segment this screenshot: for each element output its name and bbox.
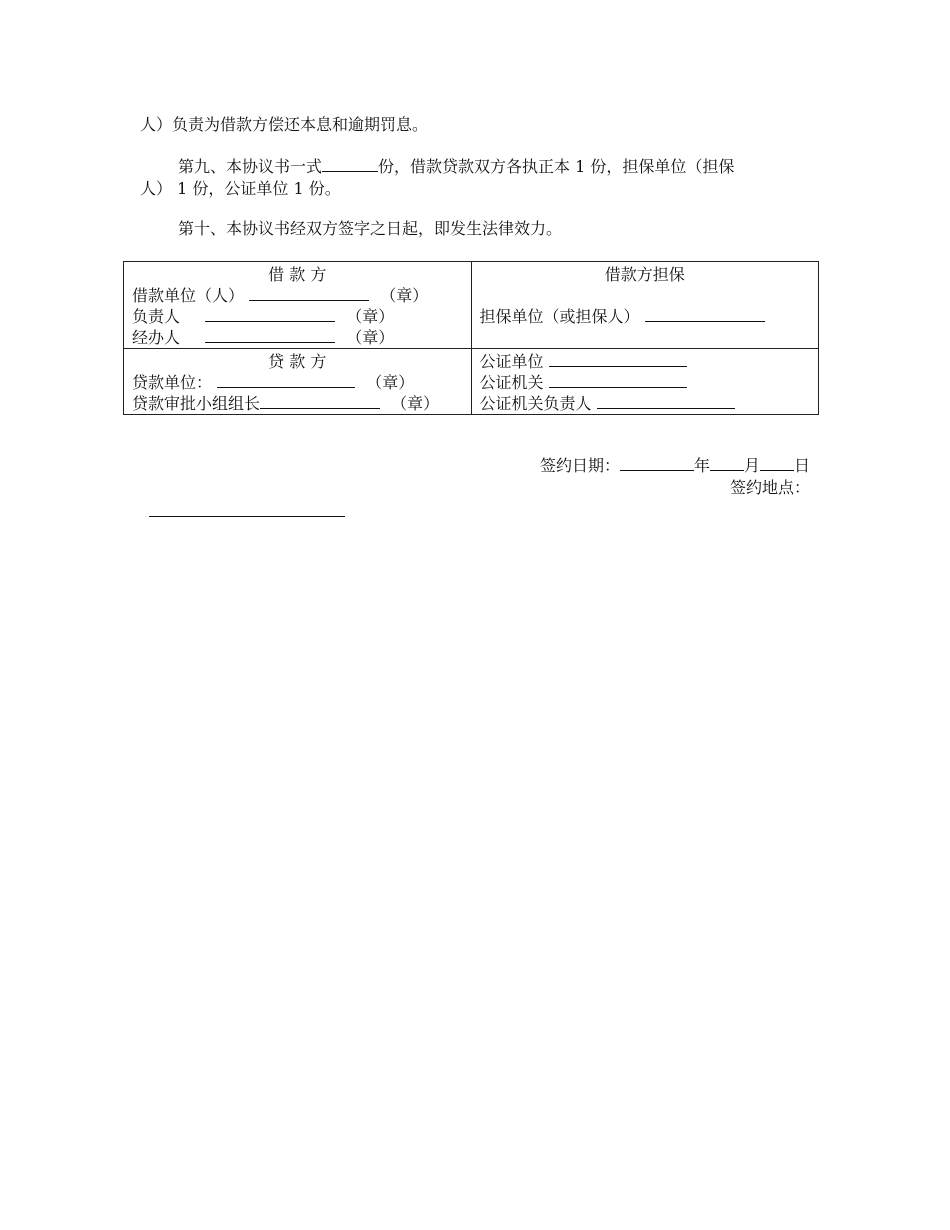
signing-place-line	[540, 477, 810, 499]
borrower-unit-blank[interactable]	[249, 285, 369, 301]
para2-text-c: 人） 1 份，公证单位 1 份。	[140, 179, 341, 198]
para1-text: 人）负责为借款方偿还本息和逾期罚息。	[140, 115, 429, 134]
lender-unit-line	[132, 372, 463, 393]
day-blank[interactable]	[760, 455, 794, 471]
notary-head-line	[480, 393, 811, 414]
signing-date-line	[540, 455, 810, 477]
month-label: 月	[743, 456, 760, 475]
lender-header: 贷 款 方	[268, 352, 327, 371]
signing-place-blank[interactable]	[149, 516, 345, 517]
signing-date-label: 签约日期：	[539, 456, 620, 475]
notary-office-label: 公证机关	[479, 373, 544, 392]
borrower-head-blank[interactable]	[205, 306, 335, 322]
borrower-agent-blank[interactable]	[205, 327, 335, 343]
lender-unit-blank[interactable]	[217, 372, 355, 388]
notary-unit-line	[480, 351, 811, 372]
lender-approval-label: 贷款审批小组组长	[132, 394, 261, 413]
lender-unit-seal: （章）	[366, 373, 415, 392]
year-label: 年	[693, 456, 710, 475]
copies-blank[interactable]	[322, 156, 378, 172]
month-blank[interactable]	[710, 455, 744, 471]
table-row-borrower	[124, 262, 819, 349]
lender-approval-seal: （章）	[391, 394, 440, 413]
guarantor-cell	[471, 262, 819, 349]
paragraph-guarantee-end	[140, 114, 812, 136]
notary-office-blank[interactable]	[549, 372, 687, 388]
notary-unit-blank[interactable]	[549, 351, 687, 367]
borrower-cell	[124, 262, 472, 349]
signing-place-label: 签约地点：	[729, 478, 810, 497]
table-row-lender	[124, 349, 819, 415]
notary-office-line	[480, 372, 811, 393]
para2-text-a: 第九、本协议书一式	[178, 157, 323, 176]
borrower-unit-seal: （章）	[380, 286, 429, 305]
guarantor-unit-label: 担保单位（或担保人）	[479, 307, 640, 326]
paragraph-article-9	[140, 156, 812, 200]
lender-cell	[124, 349, 472, 415]
para2-text-b: 份，借款贷款双方各执正本 1 份，担保单位（担保	[378, 157, 735, 176]
lender-approval-line	[132, 393, 463, 414]
paragraph-article-10	[140, 218, 812, 240]
signature-table	[123, 261, 819, 415]
day-label: 日	[793, 456, 810, 475]
notary-head-label: 公证机关负责人	[479, 394, 592, 413]
borrower-head-seal: （章）	[346, 307, 395, 326]
borrower-unit-label: 借款单位（人）	[132, 286, 245, 305]
guarantor-unit-blank[interactable]	[645, 306, 765, 322]
signing-info	[540, 455, 810, 499]
borrower-header: 借 款 方	[268, 265, 327, 284]
notary-unit-label: 公证单位	[479, 352, 544, 371]
notary-cell	[471, 349, 819, 415]
guarantor-header: 借款方担保	[604, 265, 685, 284]
notary-head-blank[interactable]	[597, 393, 735, 409]
lender-approval-blank[interactable]	[260, 393, 380, 409]
lender-unit-label: 贷款单位：	[132, 373, 213, 392]
borrower-agent-label: 经办人	[132, 328, 181, 347]
borrower-unit-line	[132, 285, 463, 306]
borrower-agent-line	[132, 327, 463, 348]
borrower-head-line	[132, 306, 463, 327]
borrower-agent-seal: （章）	[346, 328, 395, 347]
year-blank[interactable]	[620, 455, 694, 471]
para3-text: 第十、本协议书经双方签字之日起，即发生法律效力。	[178, 219, 563, 238]
borrower-head-label: 负责人	[132, 307, 181, 326]
guarantor-unit-line	[480, 306, 811, 327]
